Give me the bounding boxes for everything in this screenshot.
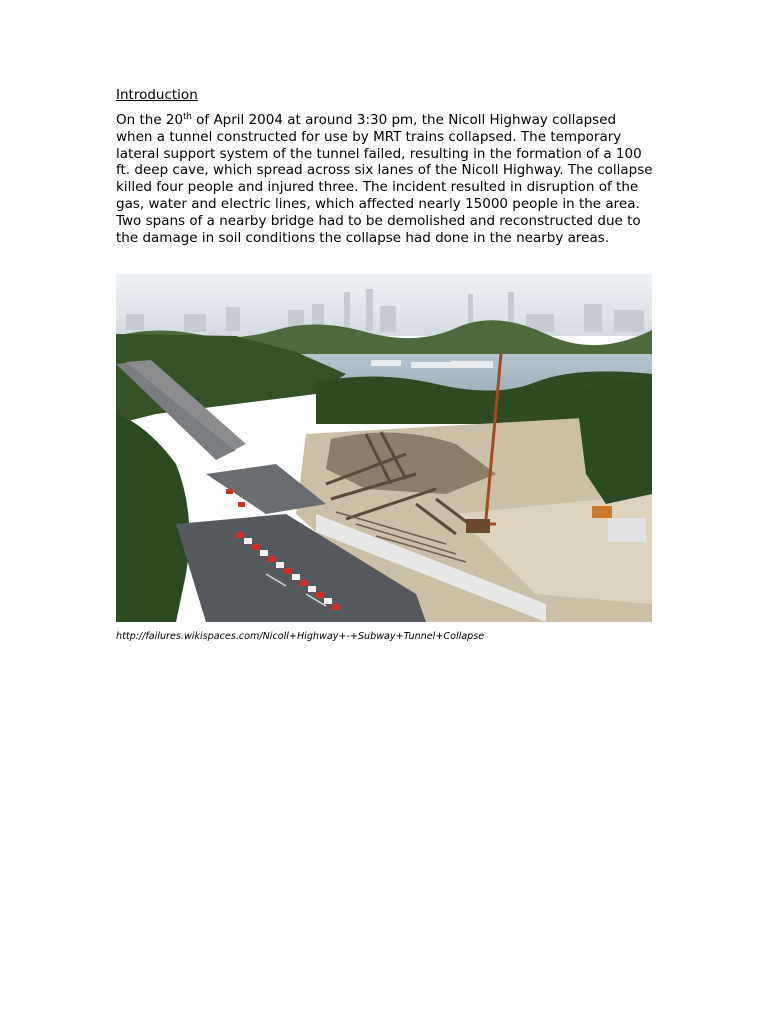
- paragraph-part2: of April 2004 at around 3:30 pm, the Nicoll Highway collapsed when a tunnel constructed for use by MRT trains collapsed. The temporary lateral support system of the tunnel failed, resulting in the formation of a 100 ft. deep cave, which spread across six lanes of the Nicoll Highway. The collapse killed four people and injured three. The incident resulted in disruption of the gas, water and electric lines, which affected nearly 15000 people in the area. Two spans of a nearby bridge had to be demolished and reconstructed due to the damage in soil conditions the collapse had done in the nearby areas.: [116, 112, 653, 246]
- ordinal-superscript: th: [183, 112, 192, 122]
- paragraph-part1: On the 20: [116, 112, 184, 128]
- photo-source-url: http://failures.wikispaces.com/Nicoll+Highway+-+Subway+Tunnel+Collapse: [116, 631, 485, 642]
- section-heading: Introduction: [116, 87, 198, 103]
- intro-paragraph: [116, 112, 656, 246]
- collapse-site-photo: [116, 274, 652, 622]
